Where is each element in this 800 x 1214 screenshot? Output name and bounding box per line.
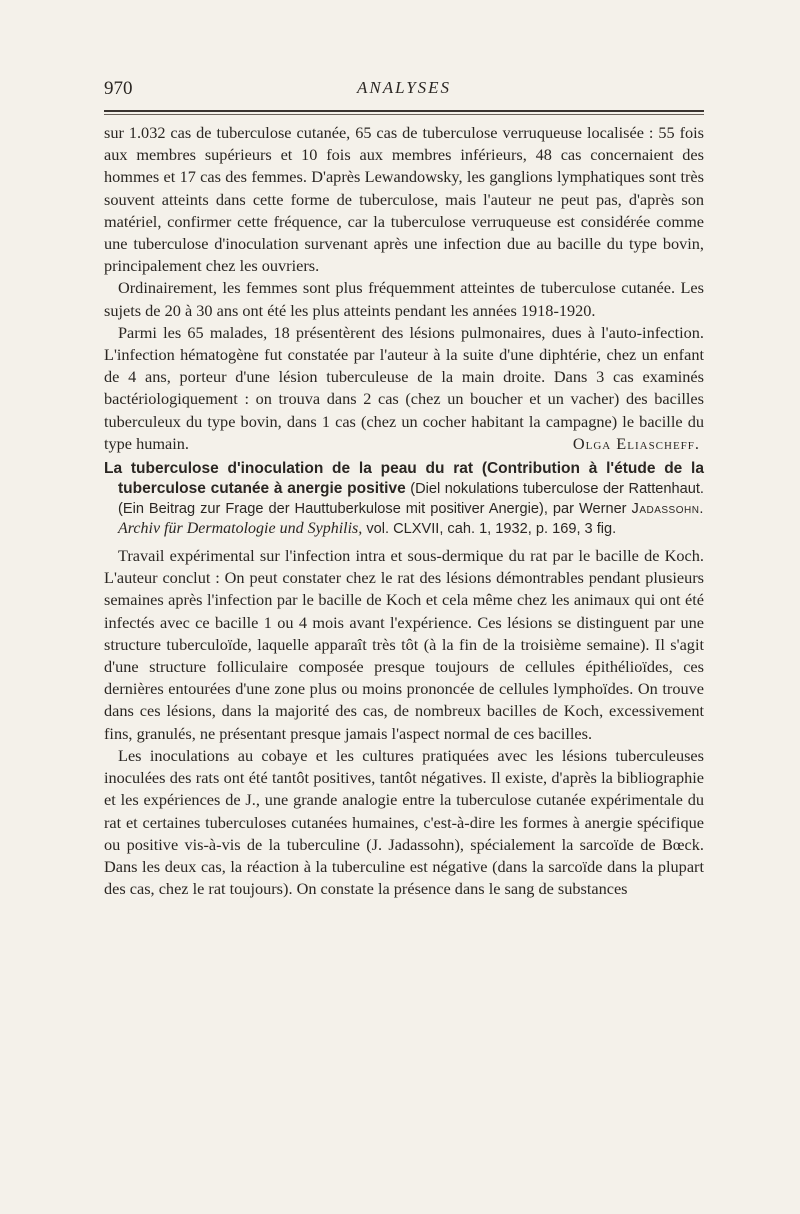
paragraph: Travail expérimental sur l'infection intra et sous-dermique du rat par le bacille de Koch. L'auteur conclut : On peut constater chez le rat des lésions démontrables pendant plusieurs semaines après l'infection par le bacille de Koch et cela même chez les animaux qui ont été infectés avec ce bacille 1 ou 4 mois avant l'expérience. Ces lésions se distinguent par une structure tuberculoïde, laquelle apparaît très tôt (à la fin de la troisième semaine). Il s'agit d'une structure folliculaire composée presque toujours de cellules épithélioïdes, ces dernières entourées d'une zone plus ou moins prononcée de cellules lymphoïdes. On trouve dans ces lésions, dans la majorité des cas, de nombreux bacilles de Koch, excessivement fins, granulés, ne présentant presque jamais l'aspect normal de ces bacilles. <box>104 546 704 743</box>
article-reference: vol. CLXVII, cah. 1, 1932, p. 169, 3 fig. <box>362 521 617 538</box>
paragraph: sur 1.032 cas de tuberculose cutanée, 65 cas de tuberculose verruqueuse localisée : 55 fois aux membres supérieurs et 10 fois aux membres inférieurs, 48 cas concernaient des hommes et 17 cas des femmes. D'après Lewandowsky, les ganglions lymphatiques sont très souvent atteints dans cette forme de tuberculose, mais l'auteur ne peut pas, d'après son matériel, confirmer cette fréquence, car la tuberculose verruqueuse est considérée comme une tuberculose d'inoculation survenant après une infection due au bacille du type bovin, principalement chez les ouvriers. <box>104 123 704 276</box>
page-number: 970 <box>104 78 133 99</box>
paragraph: Ordinairement, les femmes sont plus fréquemment atteintes de tuberculose cutanée. Les sujets de 20 à 30 ans ont été les plus atteints pendant les années 1918-1920. <box>104 278 704 320</box>
signature: Olga Eliascheff. <box>572 433 700 453</box>
article-body <box>104 545 704 900</box>
running-head: ANALYSES <box>356 78 452 97</box>
header-rule <box>104 110 704 112</box>
article-title-original: (Diel nokulations tuberculose der Rattenhaut. (Ein Beitrag zur Frage der Hauttuberkulose mit positiver Anergie), par Werner <box>118 481 704 518</box>
signature-line <box>104 433 704 455</box>
article-title-block <box>104 459 704 539</box>
article-title: La tuberculose d'inoculation de la peau du rat (Contribution à l'étude de la tuberculose cutanée à anergie positive <box>104 460 704 498</box>
body-text <box>104 122 704 900</box>
article-author: Jadassohn. <box>631 501 704 518</box>
journal-name: Archiv für Dermatologie und Syphilis, <box>118 520 363 538</box>
page-header <box>104 78 704 102</box>
paragraph: Les inoculations au cobaye et les cultures pratiquées avec les lésions tuberculeuses inoculées des rats ont été tantôt positives, tantôt négatives. Il existe, d'après la bibliographie et les expériences de J., une grande analogie entre la tuberculose cutanée expérimentale du rat et certaines tuberculoses cutanées humaines, c'est-à-dire les formes à anergie spécifique ou positive vis-à-vis de la tuberculine (J. Jadassohn), spécialement la sarcoïde de Bœck. Dans les deux cas, la réaction à la tuberculine est négative (dans la sarcoïde dans la plupart des cas, chez le rat toujours). On constate la présence dans le sang de substances <box>104 745 704 899</box>
paragraph: Parmi les 65 malades, 18 présentèrent des lésions pulmonaires, dues à l'auto-infection. L'infection hématogène fut constatée par l'auteur à la suite d'une diphtérie, chez un enfant de 4 ans, porteur d'une lésion tuberculeuse de la main droite. Dans 3 cas examinés bactériologiquement : on trouva dans 2 cas (chez un boucher et un vacher) des bacilles tuberculeux du type bovin, dans 1 cas (chez un cocher habitant la campagne) le bacille du type humain. <box>104 322 704 453</box>
header-rule-thin <box>104 114 704 115</box>
